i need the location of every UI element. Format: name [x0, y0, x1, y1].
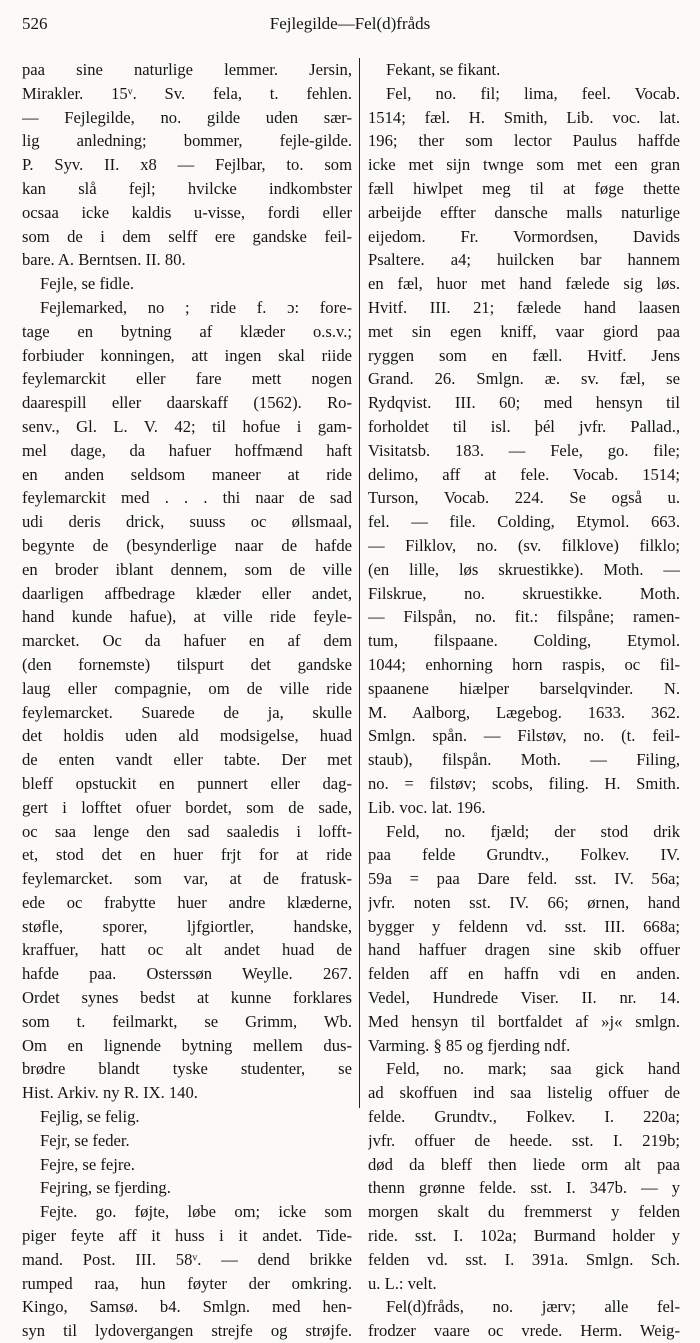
text-line: ad skoffuen ind saa listelig offuer de [368, 1083, 680, 1103]
text-line: gert i lofftet ofuer bordet, som de sade, [22, 797, 352, 817]
text-line: icke met sijn twnge som met een gran [368, 155, 680, 175]
text-line: ocsaa icke kaldis u-visse, fordi eller [22, 202, 352, 222]
text-line: Fejre, se fejre. [40, 1154, 135, 1174]
text-line: 196; ther som lector Paulus haffde [368, 131, 680, 151]
text-line: morgen skalt du fremmerst y felden [368, 1202, 680, 1222]
text-line: Fekant, se fikant. [386, 60, 501, 79]
text-line: met sin egen kniff, vaar giord paa [368, 321, 680, 341]
text-line: hafde paa. Osterssøn Weylle. 267. [22, 964, 352, 984]
text-line: Ordet synes bedst at kunne forklares [22, 988, 352, 1008]
text-line: arbeijde effter dansche malls naturlige [368, 202, 680, 222]
text-line: kan slå fejl; hvilcke indkombster [22, 178, 352, 198]
text-line: daarespill eller daarskaff (1562). Ro- [22, 393, 352, 413]
text-line: jvfr. noten sst. IV. 66; ørnen, hand [368, 892, 680, 912]
text-line: feylemarcket. Suarede de ja, skulle [22, 702, 352, 722]
text-line: som de i dem selff ere gandske feil- [22, 226, 352, 246]
text-line: et, stod det en huer frjt for at ride [22, 845, 352, 865]
text-line: udi deris drick, suuss oc øllsmaal, [22, 512, 352, 532]
text-line: en anden seldsom maneer at ride [22, 464, 352, 484]
text-line: Fejlemarked, no ; ride f. ɔ: fore- [40, 297, 352, 317]
text-line: u. L.: velt. [368, 1273, 437, 1293]
text-line: piger feyte aff it huss i it andet. Tide- [22, 1226, 352, 1246]
text-line: tage en bytning af klæder o.s.v.; [22, 321, 352, 341]
text-line: eijedom. Fr. Vormordsen, Davids [368, 226, 680, 246]
text-line: Fejlig, se felig. [40, 1107, 140, 1127]
text-line: Med hensyn til bortfaldet af »j« smlgn. [368, 1011, 680, 1031]
page-header [22, 14, 678, 40]
text-line: forbiuder konningen, att ingen skal riide [22, 345, 352, 365]
text-line: Vedel, Hundrede Viser. II. nr. 14. [368, 988, 680, 1008]
text-line: Kingo, Samsø. b4. Smlgn. med hen- [22, 1297, 352, 1317]
text-line: Fejr, se feder. [40, 1130, 130, 1150]
text-line: hand kunde hafue), at ville ride feyle- [22, 607, 352, 627]
text-line: feylemarckit eller fare mett nogen [22, 369, 352, 389]
text-line: som t. feilmarkt, se Grimm, Wb. [22, 1011, 352, 1031]
text-line: bleff opstuckit en punnert eller dag- [22, 773, 352, 793]
text-line: mand. Post. III. 58ᵛ. — dend brikke [22, 1249, 352, 1269]
text-line: forholdet til isl. þél jvfr. Pallad., [368, 416, 680, 436]
text-line: Fejring, se fjerding. [40, 1178, 171, 1198]
text-line: Hist. Arkiv. ny R. IX. 140. [22, 1083, 198, 1103]
text-line: Hvitf. III. 21; fælede hand laasen [368, 297, 680, 317]
text-line: kraffuer, hatt oc alt andet huad de [22, 940, 352, 960]
text-line: en fæl, huor met hand fælede sig løs. [368, 274, 680, 294]
text-line: felde. Grundtv., Folkev. I. 220a; [368, 1107, 680, 1127]
text-line: feylemarcket. som var, at de fratusk- [22, 869, 352, 889]
text-line: marcket. Oc da hafuer en af dem [22, 631, 352, 651]
text-line: Fejle, se fidle. [40, 274, 135, 294]
text-line: staub), filspån. Moth. — Filing, [368, 750, 680, 770]
text-line: oc saa lenge den sad saaledis i lofft- [22, 821, 352, 841]
text-line: — Fejlegilde, no. gilde uden sær- [22, 107, 352, 127]
text-line: ryggen som en fæll. Hvitf. Jens [368, 345, 680, 365]
text-line: en broder iblant dennem, som de ville [22, 559, 352, 579]
text-line: mel dage, da hafuer hoffmænd haft [22, 440, 352, 460]
text-line: død da bleff then liede orm alt paa [368, 1154, 680, 1174]
text-line: begynte de (besynderlige naar de hafde [22, 535, 352, 555]
text-line: Mirakler. 15ᵛ. Sv. fela, t. fehlen. [22, 83, 352, 103]
text-line: Varming. § 85 og fjerding ndf. [368, 1035, 571, 1055]
text-line: feylemarckit med . . . thi naar de sad [22, 488, 352, 508]
text-line: 1514; fæl. H. Smith, Lib. voc. lat. [368, 107, 680, 127]
text-line: Psaltere. a4; huilcken bar hannem [368, 250, 680, 270]
text-line: fæll hiwlpet meg til at føge thette [368, 178, 680, 198]
text-line: Fejte. go. føjte, løbe om; icke som [40, 1202, 352, 1222]
text-line: støfle, sporer, ljfgiortler, handske, [22, 916, 352, 936]
text-line: spaanene hiælper barselqvinder. N. [368, 678, 680, 698]
text-line: no. = filstøv; scobs, filing. H. Smith. [368, 773, 680, 793]
left-column [22, 58, 352, 1343]
text-line: — Filklov, no. (sv. filklove) filklo; [368, 535, 680, 555]
text-line: de enten vandt eller tabte. Der met [22, 750, 352, 770]
text-line: (en lille, løs skruestikke). Moth. — [368, 559, 680, 579]
text-line: bare. A. Berntsen. II. 80. [22, 250, 186, 270]
text-line: jvfr. offuer de heede. sst. I. 219b; [368, 1130, 680, 1150]
text-line: paa sine naturlige lemmer. Jersin, [22, 60, 352, 79]
text-line: daarligen affbedrage klæder eller andet, [22, 583, 352, 603]
text-line: det holdis uden ald modsigelse, huad [22, 726, 352, 746]
text-line: frodzer vaare oc vrede. Herm. Weig- [368, 1321, 680, 1341]
text-line: brødre blandt tyske studenter, se [22, 1059, 352, 1079]
text-line: Rydqvist. III. 60; med hensyn til [368, 393, 680, 413]
running-head: Fejlegilde—Fel(d)fråds [269, 14, 431, 33]
text-line: Om en lignende bytning mellem dus- [22, 1035, 352, 1055]
text-line: felden aff en haffn vdi en anden. [368, 964, 680, 984]
text-line: Turson, Vocab. 224. Se også u. [368, 488, 680, 508]
text-line: Grand. 26. Smlgn. æ. sv. fæl, se [368, 369, 680, 389]
text-line: Feld, no. mark; saa gick hand [386, 1059, 680, 1079]
text-columns [22, 58, 680, 1341]
text-line: Fel, no. fil; lima, feel. Vocab. [386, 83, 680, 103]
text-line: hand haffuer dragen sine skib offuer [368, 940, 680, 960]
text-line: P. Syv. II. x8 — Fejlbar, to. som [22, 155, 352, 175]
text-line: bygger y feldenn vd. sst. III. 668a; [368, 916, 680, 936]
text-line: lig anledning; bommer, fejle-gilde. [22, 131, 352, 151]
text-line: 1044; enhorning horn raspis, oc fil- [368, 654, 680, 674]
text-line: ede oc frabytte huer andre klæderne, [22, 892, 352, 912]
text-line: — Filspån, no. fit.: filspåne; ramen- [368, 607, 680, 627]
text-line: thenn grønne felde. sst. I. 347b. — y [368, 1178, 680, 1198]
text-line: Fel(d)fråds, no. jærv; alle fel- [386, 1297, 680, 1317]
text-line: M. Aalborg, Lægebog. 1633. 362. [368, 702, 680, 722]
text-line: Smlgn. spån. — Filstøv, no. (t. feil- [368, 726, 680, 746]
text-line: ride. sst. I. 102a; Burmand holder y [368, 1226, 680, 1246]
text-line: senv., Gl. L. V. 42; til hofue i gam- [22, 416, 352, 436]
page-number: 526 [22, 14, 48, 33]
text-line: Filskrue, no. skruestikke. Moth. [368, 583, 680, 603]
text-line: tum, filspaane. Colding, Etymol. [368, 631, 680, 651]
text-line: fel. — file. Colding, Etymol. 663. [368, 512, 680, 532]
text-line: (den fornemste) tilspurt det gandske [22, 654, 352, 674]
text-line: Visitatsb. 183. — Fele, go. file; [368, 440, 680, 460]
text-line: paa felde Grundtv., Folkev. IV. [368, 845, 680, 865]
text-line: rumped raa, hun føyter der omkring. [22, 1273, 352, 1293]
text-line: syn til lydovergangen strejfe og strøjfe. [22, 1321, 352, 1341]
text-line: felden vd. sst. I. 391a. Smlgn. Sch. [368, 1249, 680, 1269]
text-line: laug eller compagnie, om de ville ride [22, 678, 352, 698]
text-line: Lib. voc. lat. 196. [368, 797, 486, 817]
text-line: delimo, aff at fele. Vocab. 1514; [368, 464, 680, 484]
column-divider [359, 58, 360, 1108]
right-column [368, 58, 680, 1343]
text-line: 59a = paa Dare feld. sst. IV. 56a; [368, 869, 680, 889]
text-line: Feld, no. fjæld; der stod drik [386, 821, 680, 841]
